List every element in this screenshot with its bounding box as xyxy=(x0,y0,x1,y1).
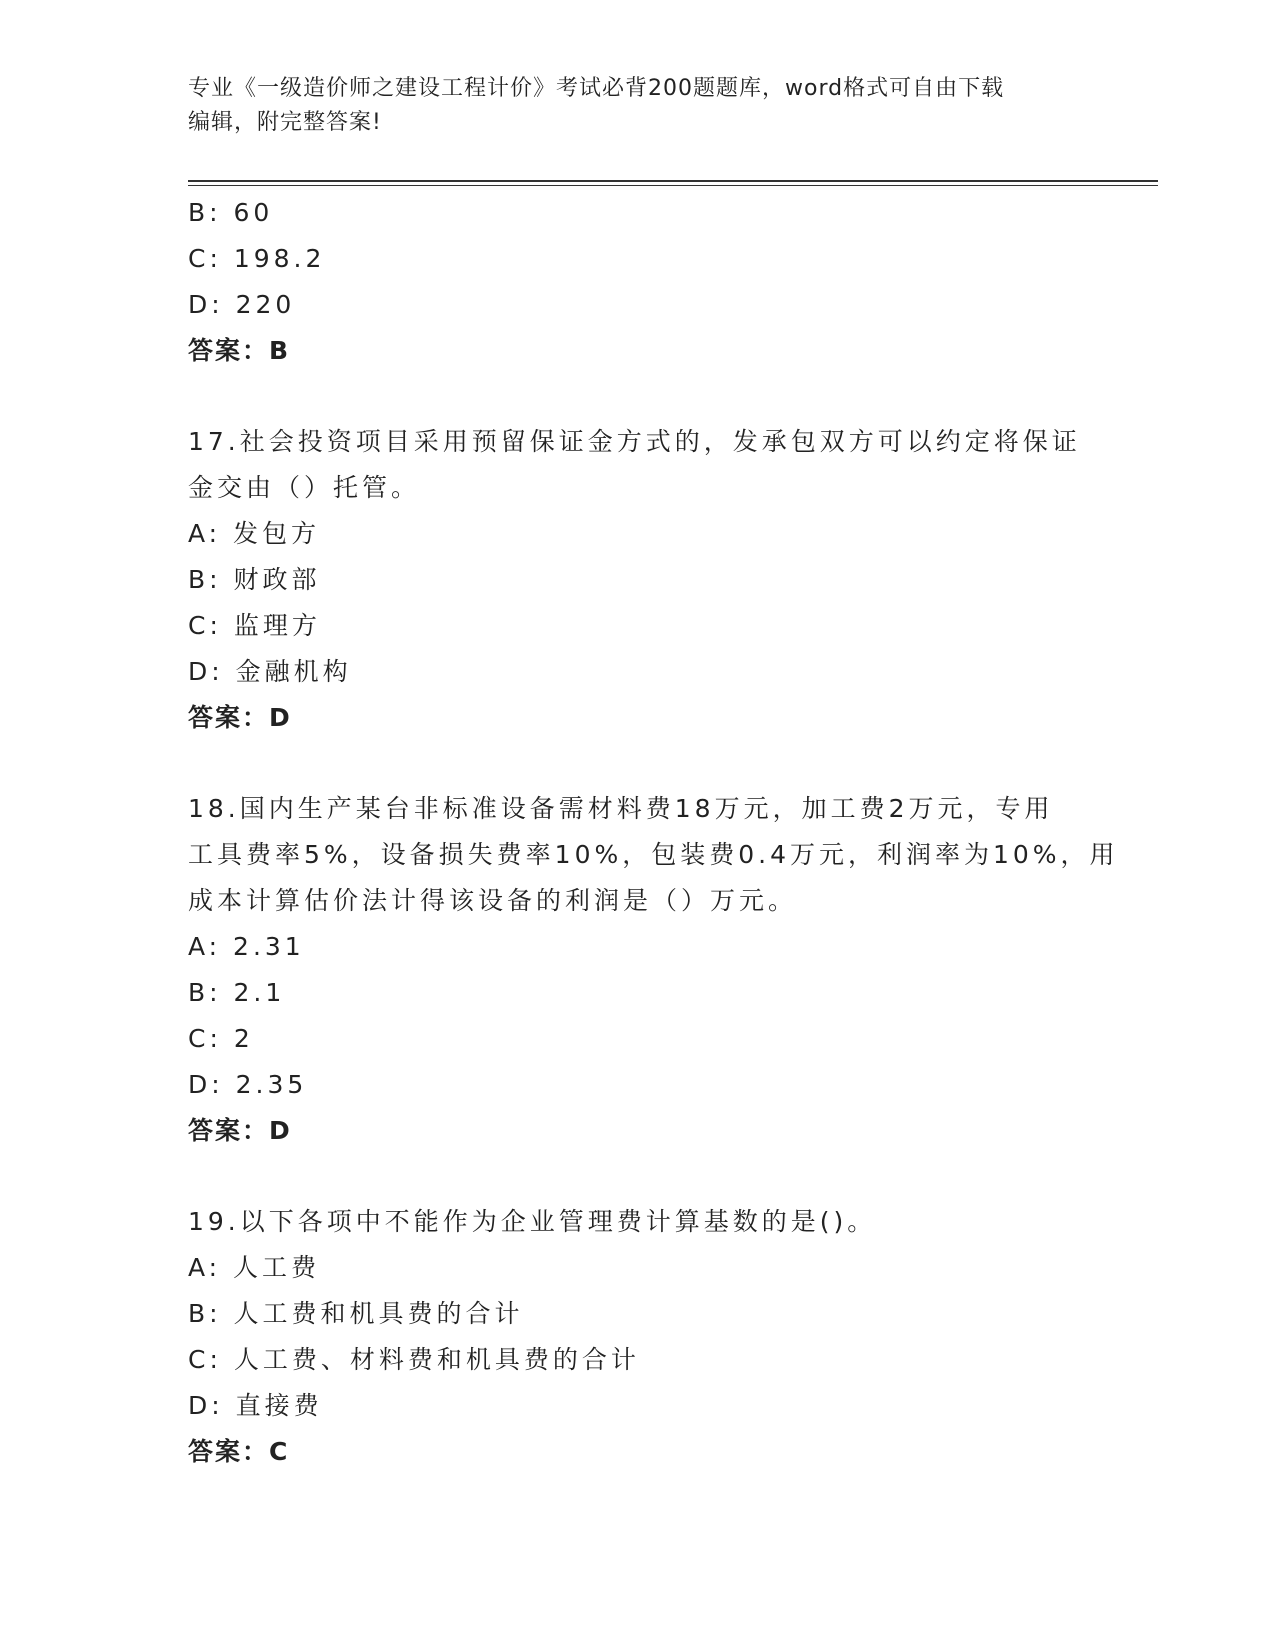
option-a: A: 2.31 xyxy=(188,932,305,961)
question-18 xyxy=(188,786,1119,1154)
header-line-1: 专业《一级造价师之建设工程计价》考试必背200题题库，word格式可自由下载 xyxy=(188,76,1005,101)
header-divider xyxy=(188,180,1158,182)
question-stem: 工具费率5%，设备损失费率10%，包装费0.4万元，利润率为10%，用 xyxy=(188,840,1119,869)
question-list xyxy=(188,190,1119,1475)
option-a: A: 人工费 xyxy=(188,1253,321,1282)
option-c: C: 人工费、材料费和机具费的合计 xyxy=(188,1345,640,1374)
question-19 xyxy=(188,1199,1088,1475)
option-d: D: 直接费 xyxy=(188,1391,323,1420)
answer: 答案：D xyxy=(188,703,292,732)
option-d: D: 2.35 xyxy=(188,1070,308,1099)
option-c: C: 2 xyxy=(188,1024,254,1053)
answer: 答案：C xyxy=(188,1437,290,1466)
header-divider-thin xyxy=(188,185,1158,186)
option-d: D: 金融机构 xyxy=(188,657,352,686)
question-stem: 18.国内生产某台非标准设备需材料费18万元，加工费2万元，专用 xyxy=(188,794,1054,823)
document-header xyxy=(188,72,1068,140)
option-b: B: 60 xyxy=(188,198,274,227)
question-stem: 17.社会投资项目采用预留保证金方式的，发承包双方可以约定将保证 xyxy=(188,427,1081,456)
header-line-2: 编辑，附完整答案! xyxy=(188,110,382,135)
option-c: C: 监理方 xyxy=(188,611,321,640)
option-b: B: 财政部 xyxy=(188,565,321,594)
answer: 答案：D xyxy=(188,1116,292,1145)
option-d: D: 220 xyxy=(188,290,296,319)
option-a: A: 发包方 xyxy=(188,519,321,548)
option-b: B: 2.1 xyxy=(188,978,286,1007)
option-c: C: 198.2 xyxy=(188,244,326,273)
question-stem: 金交由（）托管。 xyxy=(188,473,421,502)
answer: 答案：B xyxy=(188,336,291,365)
question-16-tail xyxy=(188,190,1088,374)
option-b: B: 人工费和机具费的合计 xyxy=(188,1299,524,1328)
question-17 xyxy=(188,419,1088,741)
question-stem: 19.以下各项中不能作为企业管理费计算基数的是()。 xyxy=(188,1207,877,1236)
question-stem: 成本计算估价法计得该设备的利润是（）万元。 xyxy=(188,886,798,915)
